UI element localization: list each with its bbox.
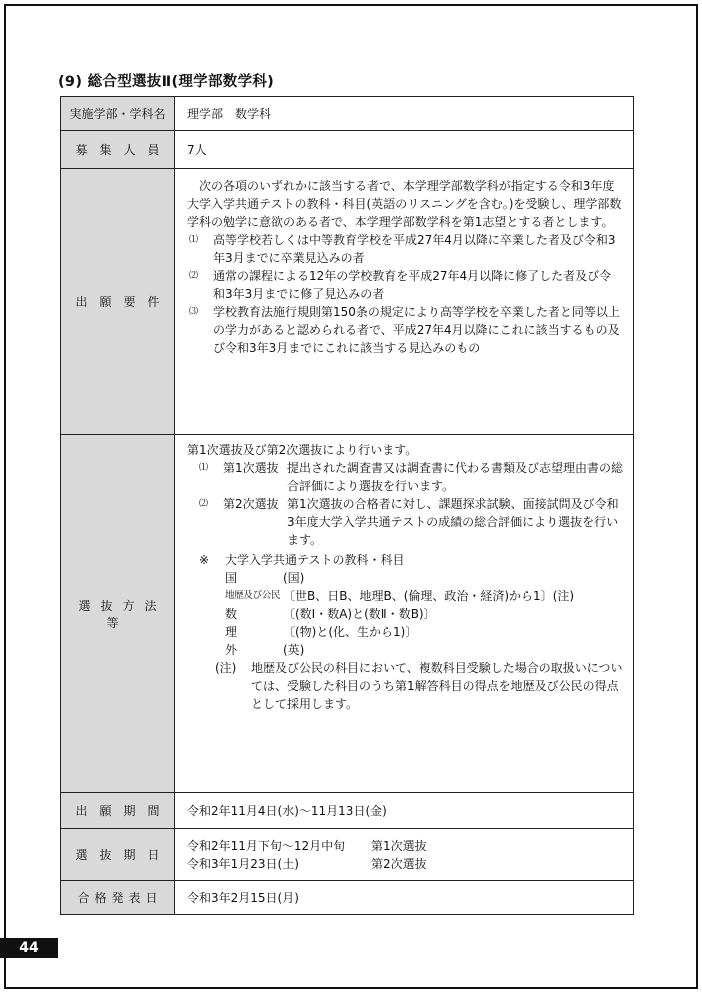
subject-value: (英): [283, 643, 305, 657]
item-name: 第2次選抜: [223, 497, 279, 511]
subject-value: 〔世B、日B、地理B、(倫理、政治・経済)から1〕(注): [283, 589, 575, 603]
requirements-table: [60, 96, 634, 915]
item-number: ⑵: [199, 499, 209, 509]
label-application-period: 出願期間: [61, 793, 175, 829]
label-capacity: 募集人員: [61, 131, 175, 169]
page-number: 44: [0, 938, 58, 958]
section-title: (9) 総合型選抜Ⅱ(理学部数学科): [58, 74, 275, 90]
star-mark: ※: [199, 553, 210, 567]
note-text: 地歴及び公民の科目において、複数科目受験した場合の取扱いについては、受験した科目のうち第1解答科目の得点を地歴及び公民の得点として採用します。: [251, 661, 623, 711]
row-requirements: [61, 169, 634, 435]
subjects-note: [187, 659, 623, 713]
value-announcement: 令和3年2月15日(月): [175, 881, 634, 915]
item-text: 高等学校若しくは中等教育学校を平成27年4月以降に卒業した者及び令和3年3月までに卒業見込みの者: [213, 233, 616, 265]
row-announcement: [61, 881, 634, 915]
subject-value: 〔(数Ⅰ・数A)と(数Ⅱ・数B)〕: [283, 607, 436, 621]
label-requirements: 出願要件: [61, 169, 175, 435]
date-line: [187, 855, 623, 873]
subjects-title: 大学入学共通テストの教科・科目: [225, 553, 405, 567]
value-selection-dates: [175, 829, 634, 881]
value-faculty: 理学部 数学科: [175, 97, 634, 131]
item-text: 学校教育法施行規則第150条の規定により高等学校を卒業した者と同等以上の学力があると認められる者で、平成27年4月以降にこれに該当するもの及び令和3年3月までにこれに該当する見込みのもの: [213, 305, 620, 355]
subject-key: 外: [225, 643, 238, 657]
row-selection: [61, 435, 634, 793]
selection-intro: 第1次選抜及び第2次選抜により行います。: [187, 443, 418, 457]
value-application-period: 令和2年11月4日(水)～11月13日(金): [175, 793, 634, 829]
requirement-item: [187, 267, 623, 303]
note-mark: (注): [215, 661, 237, 675]
item-text: 第1次選抜の合格者に対し、課題探求試験、面接試問及び令和3年度大学入学共通テストの成績の総合評価により選抜を行います。: [287, 497, 619, 547]
value-selection: [175, 435, 634, 793]
item-text: 通常の課程による12年の学校教育を平成27年4月以降に修了した者及び令和3年3月までに修了見込みの者: [213, 269, 612, 301]
label-faculty: 実施学部・学科名: [61, 97, 175, 131]
subject-line: [225, 587, 623, 605]
requirement-item: [187, 303, 623, 357]
selection-item: [187, 459, 623, 495]
requirement-item: [187, 231, 623, 267]
subject-value: 〔(物)と(化、生から1)〕: [283, 625, 418, 639]
item-number: ⑴: [189, 235, 199, 245]
subject-line: [225, 605, 623, 623]
label-selection: 選抜方法等: [61, 435, 175, 793]
date-stage: 第1次選抜: [371, 838, 427, 853]
value-capacity: 7人: [175, 131, 634, 169]
item-number: ⑴: [199, 463, 209, 473]
date-text: 令和3年1月23日(土): [187, 856, 299, 871]
row-selection-dates: [61, 829, 634, 881]
selection-item: [187, 495, 623, 549]
item-name: 第1次選抜: [223, 461, 279, 475]
subjects-heading: [187, 551, 623, 569]
item-number: ⑶: [189, 307, 199, 317]
subject-key: 地歴及び公民: [225, 590, 281, 601]
subject-key: 数: [225, 607, 238, 621]
value-requirements: [175, 169, 634, 435]
subject-line: [225, 569, 623, 587]
subject-line: [225, 623, 623, 641]
date-line: [187, 837, 623, 855]
label-announcement: 合格発表日: [61, 881, 175, 915]
subject-value: (国): [283, 571, 305, 585]
item-number: ⑵: [189, 271, 199, 281]
item-text: 提出された調査書又は調査書に代わる書類及び志望理由書の総合評価により選抜を行います。: [287, 461, 624, 493]
date-stage: 第2次選抜: [371, 856, 427, 871]
subject-line: [225, 641, 623, 659]
subject-key: 理: [225, 625, 238, 639]
row-faculty: [61, 97, 634, 131]
row-application-period: [61, 793, 634, 829]
subjects-list: [187, 569, 623, 659]
requirements-intro: 次の各項のいずれかに該当する者で、本学理学部数学科が指定する令和3年度大学入学共通テストの教科・科目(英語のリスニングを含む。)を受験し、理学部数学科の勉学に意欲のある者で、本学理学部数学科を第1志望とする者とします。: [187, 179, 622, 229]
subject-key: 国: [225, 571, 238, 585]
label-selection-dates: 選抜期日: [61, 829, 175, 881]
row-capacity: [61, 131, 634, 169]
date-text: 令和2年11月下旬～12月中旬: [187, 838, 346, 853]
